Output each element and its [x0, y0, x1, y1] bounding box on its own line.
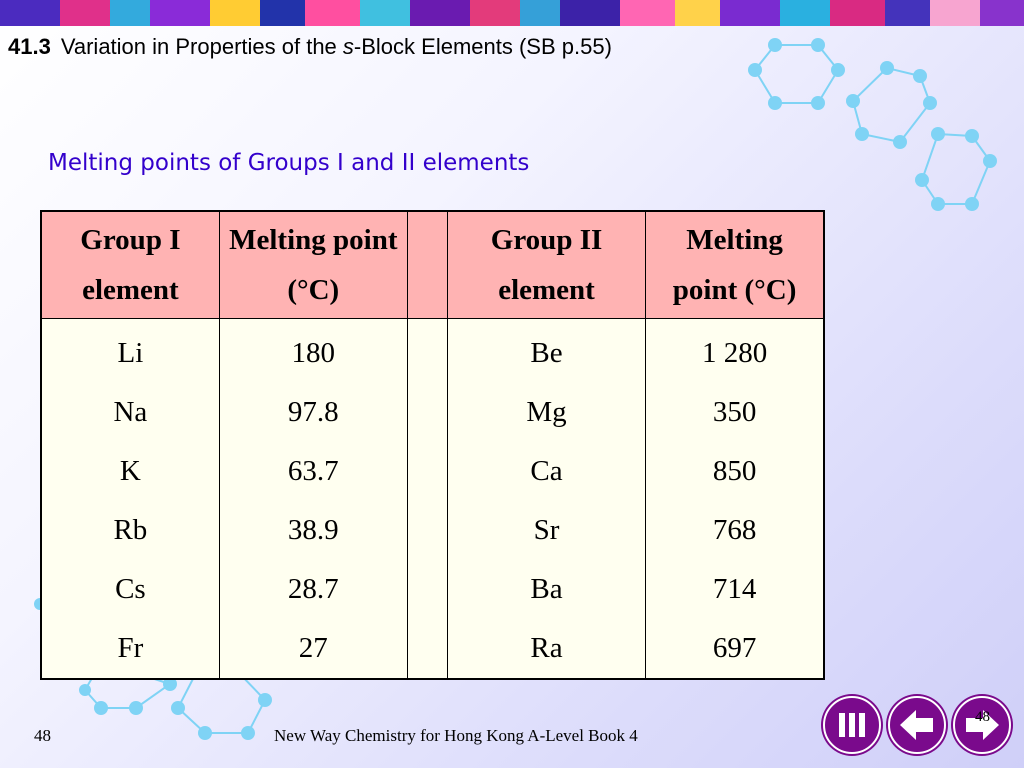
g1-mp-cell: 63.7 [219, 442, 407, 501]
g1-element-cell: Na [41, 383, 219, 442]
g1-element-cell: K [41, 442, 219, 501]
g1-element-cell: Fr [41, 619, 219, 679]
table-row [41, 442, 824, 501]
table-row [41, 319, 824, 384]
footer-book-title: New Way Chemistry for Hong Kong A-Level Book 4 [274, 726, 638, 745]
header-group1-element: Group I element [41, 211, 219, 319]
table-row [41, 619, 824, 679]
contents-bars-icon [834, 707, 870, 743]
g1-element-cell: Cs [41, 560, 219, 619]
gap-cell [407, 619, 447, 679]
g2-element-cell: Ca [447, 442, 645, 501]
g1-element-cell: Li [41, 319, 219, 384]
gap-cell [407, 442, 447, 501]
gap-cell [407, 560, 447, 619]
g2-mp-cell: 850 [646, 442, 824, 501]
g2-element-cell: Sr [447, 501, 645, 560]
g1-mp-cell: 28.7 [219, 560, 407, 619]
title-text-post: -Block Elements (SB p.55) [353, 34, 612, 59]
nav-page-number: 48 [975, 709, 990, 725]
g2-element-cell: Ra [447, 619, 645, 679]
slide-subtitle: Melting points of Groups I and II elements [48, 150, 530, 176]
table-row [41, 501, 824, 560]
table-header-row [41, 211, 824, 319]
g2-mp-cell: 697 [646, 619, 824, 679]
g2-mp-cell: 350 [646, 383, 824, 442]
header-gap [407, 211, 447, 319]
gap-cell [407, 319, 447, 384]
left-arrow-icon [897, 707, 937, 743]
contents-button[interactable] [823, 696, 881, 754]
header-group2-melting-point: Melting point (°C) [646, 211, 824, 319]
gap-cell [407, 501, 447, 560]
g2-element-cell: Ba [447, 560, 645, 619]
melting-point-table [40, 210, 825, 680]
g2-mp-cell: 1 280 [646, 319, 824, 384]
footer-page-number: 48 [34, 726, 51, 745]
g1-mp-cell: 38.9 [219, 501, 407, 560]
table-row [41, 560, 824, 619]
g2-mp-cell: 714 [646, 560, 824, 619]
gap-cell [407, 383, 447, 442]
g2-element-cell: Be [447, 319, 645, 384]
header-group2-element: Group II element [447, 211, 645, 319]
g1-element-cell: Rb [41, 501, 219, 560]
table-row [41, 383, 824, 442]
title-text-italic: s [342, 34, 354, 59]
g1-mp-cell: 27 [219, 619, 407, 679]
title-text-pre: Variation in Properties of the [60, 34, 343, 59]
section-number: 41.3 [8, 34, 51, 59]
g2-element-cell: Mg [447, 383, 645, 442]
decorative-banner [0, 0, 1024, 26]
g2-mp-cell: 768 [646, 501, 824, 560]
g1-mp-cell: 97.8 [219, 383, 407, 442]
g1-mp-cell: 180 [219, 319, 407, 384]
header-group1-melting-point: Melting point (°C) [219, 211, 407, 319]
slide-title [8, 34, 612, 60]
back-button[interactable] [888, 696, 946, 754]
